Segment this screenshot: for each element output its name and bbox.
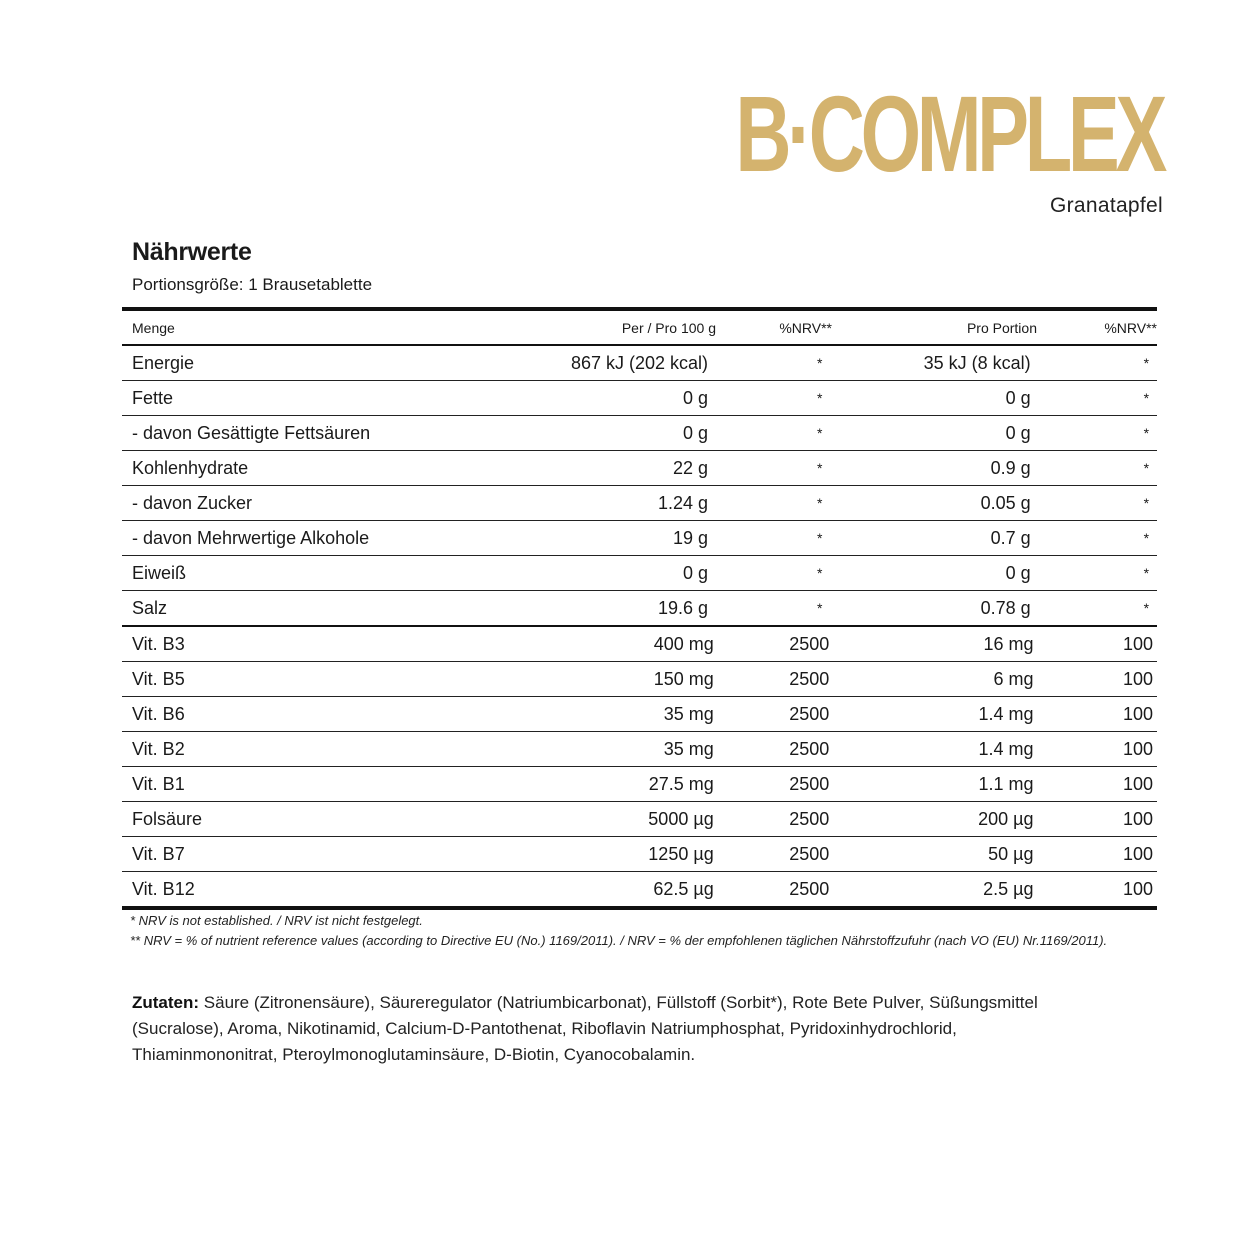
nrv-per-portion: * — [1143, 530, 1150, 546]
value-per-portion: 200 µg — [978, 808, 1034, 829]
nrv-per-100g: 2500 — [789, 738, 830, 759]
nrv-per-portion: * — [1143, 460, 1150, 476]
nrv-per-100g: 2500 — [789, 878, 830, 899]
table-row — [122, 451, 1157, 486]
table-row — [122, 416, 1157, 451]
nutrient-name: - davon Mehrwertige Alkohole — [132, 527, 370, 548]
column-header-nrv1: %NRV** — [779, 319, 832, 336]
nrv-per-100g: 2500 — [789, 703, 830, 724]
nrv-per-100g: * — [817, 355, 823, 371]
column-header-per100: Per / Pro 100 g — [621, 319, 716, 336]
table-row — [122, 381, 1157, 416]
value-per-portion: 16 mg — [983, 633, 1034, 654]
value-per-100g: 1.24 g — [657, 492, 709, 513]
table-row — [122, 591, 1157, 627]
nrv-per-100g: * — [817, 495, 823, 511]
table-row — [122, 662, 1157, 697]
nutrient-name: - davon Gesättigte Fettsäuren — [132, 422, 371, 443]
value-per-100g: 27.5 mg — [648, 773, 714, 794]
nrv-per-100g: 2500 — [789, 843, 830, 864]
value-per-100g: 5000 µg — [648, 808, 714, 829]
column-header-nrv2: %NRV** — [1104, 319, 1157, 336]
nrv-per-100g: * — [817, 460, 823, 476]
value-per-100g: 35 mg — [663, 703, 714, 724]
nrv-per-100g: 2500 — [789, 668, 830, 689]
nrv-per-100g: * — [817, 565, 823, 581]
nrv-per-portion: * — [1143, 565, 1150, 581]
nutrient-name: Vit. B2 — [132, 738, 185, 759]
column-header-portion: Pro Portion — [966, 319, 1037, 336]
nrv-per-portion: 100 — [1122, 738, 1154, 759]
value-per-portion: 50 µg — [988, 843, 1034, 864]
value-per-portion: 0 g — [1005, 387, 1031, 408]
nutrient-name: Vit. B7 — [132, 843, 185, 864]
nutrient-name: Vit. B6 — [132, 703, 185, 724]
value-per-portion: 1.4 mg — [978, 703, 1034, 724]
nrv-per-portion: * — [1143, 425, 1150, 441]
table-row — [122, 837, 1157, 872]
value-per-100g: 867 kJ (202 kcal) — [570, 352, 709, 373]
nutrition-table — [122, 307, 1157, 910]
value-per-portion: 2.5 µg — [983, 878, 1034, 899]
value-per-100g: 62.5 µg — [653, 878, 714, 899]
value-per-100g: 35 mg — [663, 738, 714, 759]
footnote-nrv-definition: ** NRV = % of nutrient reference values (according to Directive EU (No.) 1169/2011). / NRV = % der empfohlenen täglichen Nährstoffzufuhr (nach VO (EU) Nr.1169/2011). — [130, 933, 1108, 948]
nrv-per-portion: 100 — [1122, 668, 1154, 689]
value-per-portion: 0.78 g — [980, 597, 1031, 618]
product-title: B·COMPLEX — [735, 73, 1163, 194]
ingredients-label: Zutaten: — [132, 993, 200, 1012]
table-row — [122, 767, 1157, 802]
nrv-per-100g: * — [817, 530, 823, 546]
table-row — [122, 556, 1157, 591]
value-per-portion: 35 kJ (8 kcal) — [923, 352, 1031, 373]
value-per-100g: 150 mg — [653, 668, 714, 689]
value-per-100g: 0 g — [683, 562, 709, 583]
nrv-per-portion: 100 — [1122, 773, 1154, 794]
nrv-per-100g: 2500 — [789, 773, 830, 794]
nrv-per-portion: * — [1143, 390, 1150, 406]
nrv-per-100g: * — [817, 425, 823, 441]
nutrient-name: Vit. B12 — [132, 878, 195, 899]
table-row — [122, 732, 1157, 767]
table-row — [122, 486, 1157, 521]
nrv-per-portion: * — [1143, 600, 1150, 616]
brand-block — [569, 73, 1163, 218]
value-per-portion: 0 g — [1005, 562, 1031, 583]
nutrient-name: Vit. B3 — [132, 633, 185, 654]
nutrient-name: Vit. B5 — [132, 668, 185, 689]
value-per-100g: 19.6 g — [657, 597, 709, 618]
nutrient-name: Folsäure — [132, 808, 203, 829]
table-row — [122, 697, 1157, 732]
table-body — [122, 346, 1157, 906]
nrv-per-portion: 100 — [1122, 808, 1154, 829]
nrv-per-100g: 2500 — [789, 808, 830, 829]
table-row — [122, 872, 1157, 906]
table-row — [122, 802, 1157, 837]
value-per-portion: 0 g — [1005, 422, 1031, 443]
value-per-portion: 0.7 g — [990, 527, 1031, 548]
value-per-portion: 0.9 g — [990, 457, 1031, 478]
value-per-100g: 0 g — [683, 422, 709, 443]
nrv-per-portion: * — [1143, 495, 1150, 511]
product-flavor: Granatapfel — [1049, 194, 1163, 217]
nutrient-name: Energie — [132, 352, 195, 373]
value-per-portion: 0.05 g — [980, 492, 1031, 513]
nutrient-name: - davon Zucker — [132, 492, 253, 513]
value-per-portion: 1.1 mg — [978, 773, 1034, 794]
table-row — [122, 346, 1157, 381]
nutrient-name: Vit. B1 — [132, 773, 185, 794]
ingredients — [132, 990, 1092, 1068]
table-row — [122, 627, 1157, 662]
portion-size: Portionsgröße: 1 Brausetablette — [132, 275, 373, 294]
value-per-100g: 1250 µg — [648, 843, 714, 864]
nutrition-heading: Nährwerte — [132, 238, 252, 266]
nrv-per-portion: 100 — [1122, 703, 1154, 724]
column-header-menge: Menge — [132, 319, 175, 336]
table-header-row — [122, 311, 1157, 346]
nrv-per-100g: * — [817, 390, 823, 406]
value-per-100g: 22 g — [672, 457, 709, 478]
nutrient-name: Kohlenhydrate — [132, 457, 249, 478]
nutrient-name: Eiweiß — [132, 562, 187, 583]
nutrient-name: Salz — [132, 597, 168, 618]
value-per-portion: 1.4 mg — [978, 738, 1034, 759]
nutrient-name: Fette — [132, 387, 174, 408]
ingredients-text: Säure (Zitronensäure), Säureregulator (Natriumbicarbonat), Füllstoff (Sorbit*), Rote Bete Pulver, Süßungsmittel (Sucralose), Aroma, Nikotinamid, Calcium-D-Pantothenat, Riboflavin Natriumphosphat, Pyridoxinhydrochlorid, Thiaminmononitrat, Pteroylmonoglutaminsäure, D-Biotin, Cyanocobalamin. — [132, 993, 1038, 1064]
value-per-100g: 400 mg — [653, 633, 714, 654]
nrv-per-portion: 100 — [1122, 633, 1154, 654]
nrv-per-portion: 100 — [1122, 843, 1154, 864]
nrv-per-100g: * — [817, 600, 823, 616]
nrv-per-portion: 100 — [1122, 878, 1154, 899]
footnotes — [130, 913, 1107, 953]
table-row — [122, 521, 1157, 556]
value-per-portion: 6 mg — [993, 668, 1034, 689]
footnote-nrv-not-established: * NRV is not established. / NRV ist nicht festgelegt. — [130, 913, 423, 928]
value-per-100g: 19 g — [672, 527, 709, 548]
nrv-per-portion: * — [1143, 355, 1150, 371]
value-per-100g: 0 g — [683, 387, 709, 408]
nrv-per-100g: 2500 — [789, 633, 830, 654]
